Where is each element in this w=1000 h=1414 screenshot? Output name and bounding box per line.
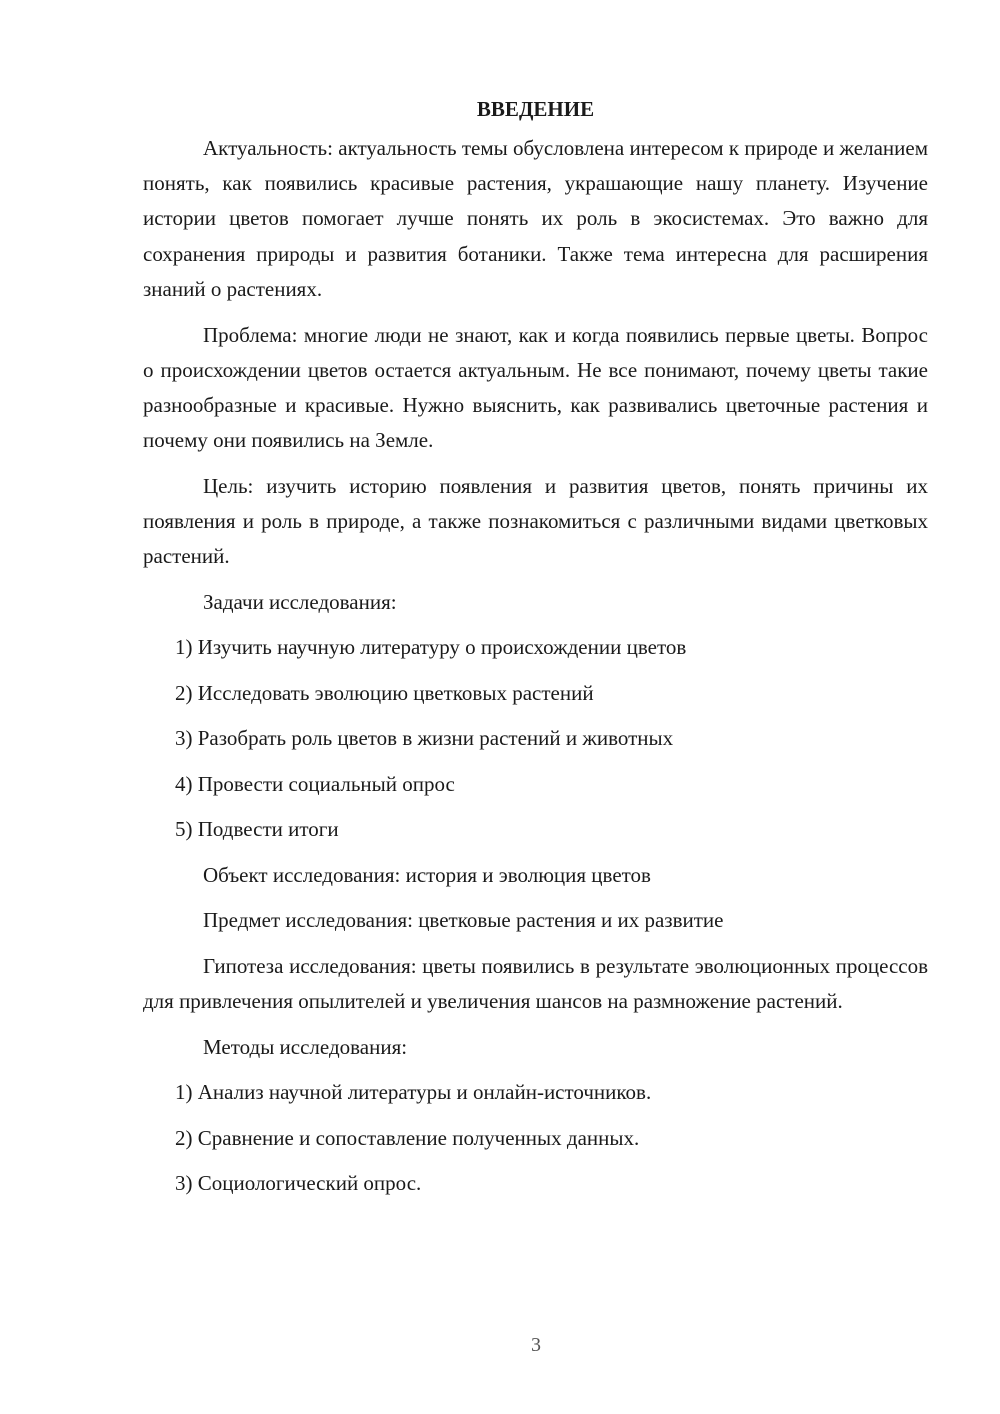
method-item-1: 1) Анализ научной литературы и онлайн-источников. [175, 1080, 652, 1105]
goal-paragraph: Цель: изучить историю появления и развития цветов, понять причины их появления и роль в природе, а также познакомиться с различными видами цветковых растений. [143, 473, 928, 569]
section-title: ВВЕДЕНИЕ [476, 97, 595, 121]
page-number: 3 [531, 1334, 541, 1356]
task-item-2: 2) Исследовать эволюцию цветковых растений [175, 680, 594, 705]
research-subject: Предмет исследования: цветковые растения и их развитие [203, 908, 724, 933]
task-item-5: 5) Подвести итоги [175, 817, 339, 842]
method-item-3: 3) Социологический опрос. [175, 1171, 422, 1196]
hypothesis-paragraph: Гипотеза исследования: цветы появились в результате эволюционных процессов для привлечения опылителей и увеличения шансов на размножение растений. [143, 953, 928, 1014]
problem-paragraph: Проблема: многие люди не знают, как и когда появились первые цветы. Вопрос о происхождении цветов остается актуальным. Не все понимают, почему цветы такие разнообразные и красивые. Нужно выяснить, как развивались цветочные растения и почему они появились на Земле. [143, 322, 928, 453]
document-page [143, 92, 928, 1212]
task-item-1: 1) Изучить научную литературу о происхождении цветов [175, 635, 687, 660]
relevance-paragraph: Актуальность: актуальность темы обусловлена интересом к природе и желанием понять, как появились красивые растения, украшающие нашу планету. Изучение истории цветов помогает лучше понять их роль в экосистемах. Это важно для сохранения природы и развития ботаники. Также тема интересна для расширения знаний о растениях. [143, 136, 928, 301]
task-item-4: 4) Провести социальный опрос [175, 771, 455, 796]
research-object: Объект исследования: история и эволюция цветов [203, 862, 651, 887]
methods-heading: Методы исследования: [203, 1034, 408, 1059]
method-item-2: 2) Сравнение и сопоставление полученных данных. [175, 1125, 640, 1150]
tasks-heading: Задачи исследования: [203, 589, 397, 614]
task-item-3: 3) Разобрать роль цветов в жизни растений и животных [175, 726, 674, 751]
